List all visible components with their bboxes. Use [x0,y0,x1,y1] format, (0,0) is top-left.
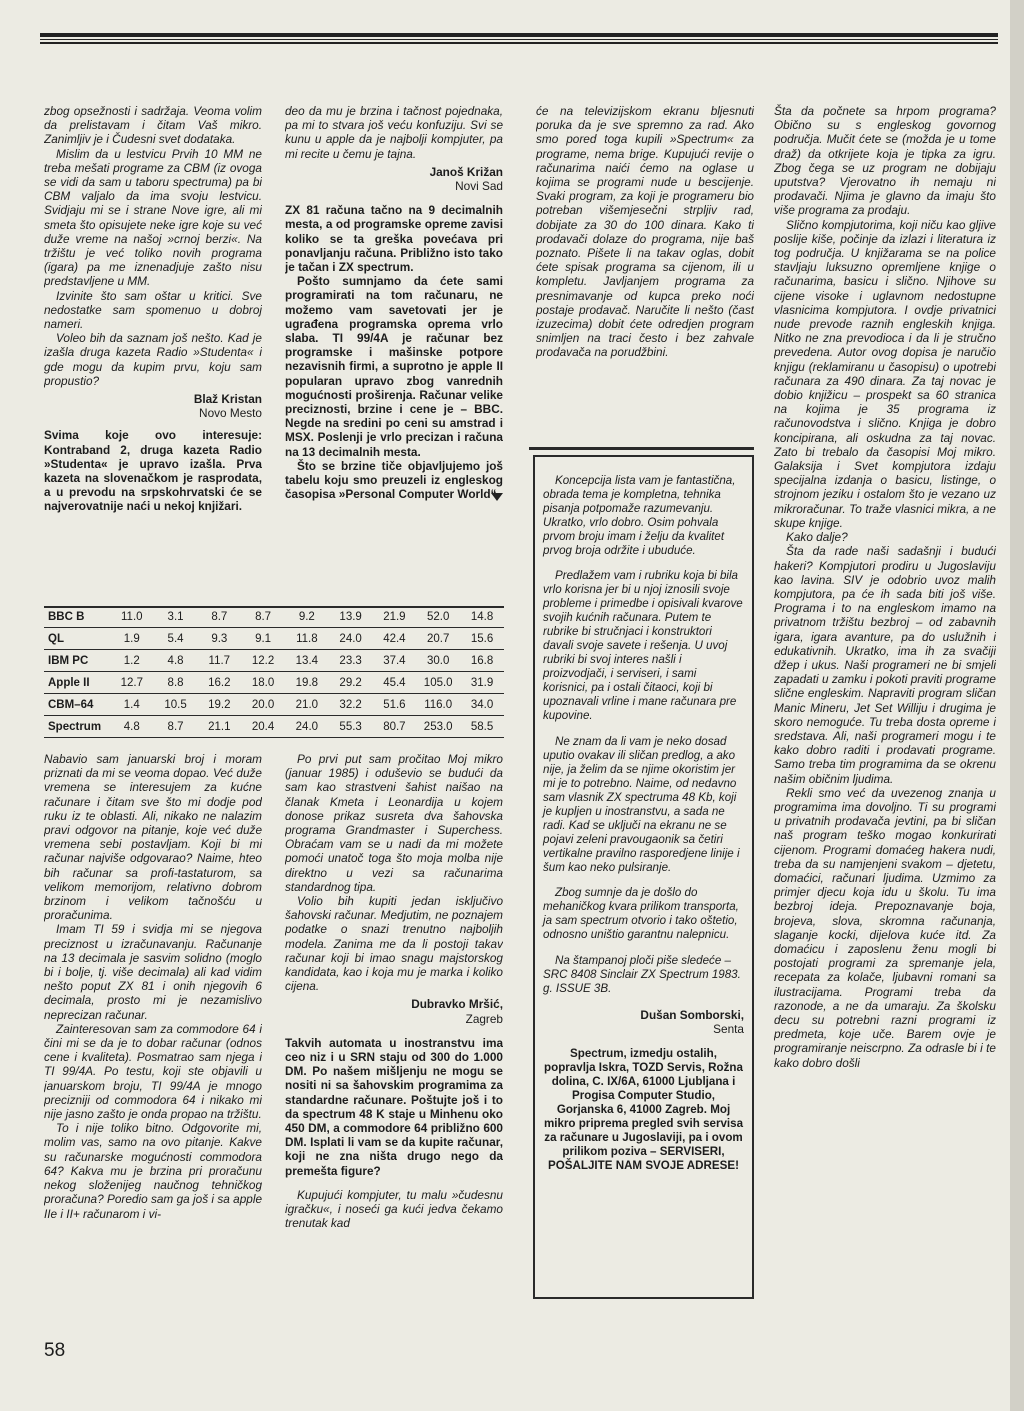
editor-answer: ZX 81 računa tačno na 9 decimalnih mesta, a od programske opreme zavisi koliko se ta greška povećava pri ponavljanju računa. Približno isto tako je tačan i ZX spectrum. [285,203,503,275]
table-cell: 8.7 [154,716,198,738]
table-cell: 23.3 [329,650,373,672]
row-label: Spectrum [44,716,110,738]
table-row [44,716,504,738]
boxed-letter [533,455,754,1299]
paragraph: To i nije toliko bitno. Odgovorite mi, molim vas, samo na ovo pitanje. Kakve su računarske mogućnosti commodora 64? Kakva mu je brzina pri proračunu nekog složenijeg naučnog tehničkog proračuna? Poredio sam ga još i sa apple IIe i II+ računarom i vi- [44,1121,262,1221]
paragraph: Šta da rade naši sadašnji i budući hakeri? Kompjutori prodiru u Jugoslaviju kao lavina. SIV je odobrio uvoz malih kompjutora, pa će ih sada biti još više. Programa i to na engleskom imamo na privatnom tržištu bezbroj – od zabavnih igara, igara avanture, pa do uslužnih i edukativnih. Ukratko, ima ih za svačiji džep i ukus. Naši programeri ne bi smjeli zapadati u zamku i pokoti praviti programe slične engleskim. Napraviti program sličan Manic Mineru, Jet Set Williju i drugima je skoro nemoguće. Tu treba dosta opreme i sredstava. Ali, naši programeri mogu i te kako dobro raditi i prodavati programe. Samo treba tim programima da se okrenu našim običnim ljudima. [774,544,996,786]
paragraph: Zainteresovan sam za commodore 64 i čini mi se da je to dobar računar (odnos cene i kvaliteta). Posmatrao sam njega i TI 99/4A. Po testu, koji ste objavili u januarskom broju, TI 99/4A je mnogo precizniji od commodora 64 i nikako mi nije jasno zašto je onda propao na tržištu. [44,1021,262,1122]
paragraph: Na štampanoj ploči piše sledeće – SRC 8408 Sinclair ZX Spectrum 1983. g. ISSUE 3B. [543,953,741,995]
table-cell: 8.7 [241,606,285,628]
table-row [44,606,504,628]
table-cell: 8.7 [197,606,241,628]
table-cell: 3.1 [154,606,198,628]
signature-city: Zagreb [465,1011,503,1026]
table-cell: 1.9 [110,628,154,650]
column-2-top [285,104,503,594]
box-top-rule [529,447,754,450]
table-cell: 58.5 [460,716,504,738]
table-cell: 12.2 [241,650,285,672]
table-row [44,672,504,694]
column-2-bottom [285,752,503,1327]
table-cell: 21.0 [285,694,329,716]
table-cell: 1.4 [110,694,154,716]
signature-city: Novi Sad [455,179,503,194]
paragraph: deo da mu je brzina i tačnost pojednaka, pa mi to stvara još veću konfuziju. Svi se kunu u apple da je najbolji kompjuter, pa mi recite u čemu je tajna. [285,104,503,161]
paragraph: Predlažem vam i rubriku koja bi bila vrlo korisna jer bi u njoj iznosili svoje probleme i primedbe i opisivali kvarove svojih kućnih računara. Putem te rubrike bi stručnjaci i konstruktori davali svoje savete i rešenja. U uvoj rubriki bi svoj interes našli i proizvodjači, i serviseri, i sami korisnici, pa i ostali čitaoci, koji bi upoznavali vrline i mane računara pre kupovine. [543,569,743,723]
table-cell: 11.0 [110,606,154,628]
signature-name: Blaž Kristan [193,392,262,407]
table-cell: 253.0 [416,716,460,738]
table-cell: 45.4 [373,672,417,694]
paragraph: Nabavio sam januarski broj i moram priznati da mi se veoma dopao. Već duže vremena se interesujem za kućne računare i čitam sve što mi dodje pod ruku iz te oblasti. Ali, nikako ne nalazim pravi odgovor na pitanje, koje već duže vremena sebi postavljam. Koji bi mi računar najviše odgovarao? Naime, hteo bih računar sa profi-tastaturom, sa velikom memorijom, relativno dobrom brzinom i velikom tačnošću u proračunima. [44,752,262,923]
editor-answer: Svima koje ovo interesuje: Kontraband 2, druga kazeta Radio »Studenta« je upravo izašla. Prva kazeta na slovenačkom je rasprodata, a u prevodu na srpskohrvatski će se najverovatnije naći u nekoj knjižari. [44,428,262,514]
table-cell: 14.8 [460,606,504,628]
table-cell: 4.8 [110,716,154,738]
table-cell: 24.0 [329,628,373,650]
table-cell: 12.7 [110,672,154,694]
table-cell: 32.2 [329,694,373,716]
table-cell: 80.7 [373,716,417,738]
table-cell: 9.2 [285,606,329,628]
signature-name: Dušan Somborski, [640,1007,744,1022]
table-cell: 20.0 [241,694,285,716]
table-cell: 19.2 [197,694,241,716]
paragraph: Koncepcija lista vam je fantastična, obrada tema je kompletna, tehnika pisanja potpomaže razumevanju. Ukratko, vrlo dobro. Osim pohvala prvom broju imam i želju da kvalitet prvog broja održite i ubuduće. [543,473,736,557]
table-row [44,694,504,716]
column-1-bottom [44,752,262,1327]
table-cell: 11.7 [197,650,241,672]
table-cell: 9.3 [197,628,241,650]
paragraph: će na televizijskom ekranu bljesnuti poruka da je sve spremno za rad. Ako smo pored toga kupili »Spectrum« za programe, nema brige. Kupujući revije o računarima naići ćemo na oglase u kojima se programi nude u bescijenje. Svaki program, za koji je programeru bio potreban višemjesečni strpljiv rad, dobijate za 30 do 100 dinara. Kako ti prodavači dolaze do programa, nije baš poznato. Pišete li na takav oglas, dobit ćete spisak programa sa cijenom, ili u kompletu. Javljanjem programa za presnimavanje od kupca preko noći postaje prodavač. Naručite li nešto (čast izuzecima) dobit ćete odredjen program snimljen na traci često i bez zahvale prodavača na porudžbini. [536,104,754,360]
table-cell: 16.2 [197,672,241,694]
column-1-top [44,104,262,594]
editor-answer: Takvih automata u inostranstvu ima ceo niz i u SRN staju od 300 do 1.000 DM. Po našem mišljenju ne mogu se nositi ni sa šahovskim programima za standardne računare. Poštujte još i to da spectrum 48 K staje u Minhenu oko 450 DM, a commodore 64 približno 600 DM. Isplati li vam se da kupite računar, koji ne zna ništa drugo nego da premešta figure? [285,1035,503,1178]
table-cell: 19.8 [285,672,329,694]
signature-name: Janoš Križan [429,164,503,179]
paragraph: Izvinite što sam oštar u kritici. Sve nedostatke sam spomenuo u dobroj nameri. [44,288,262,332]
paragraph: Mislim da u lestvicu Prvih 10 MM ne treba mešati programe za CBM (iz ovoga se vidi da sam u taboru spectruma) pa bi CBM valjalo da ima svoju lestvicu. Svidjaju mi se i strane Nove igre, ali mi smeta što opisujete neke igre koje su već duže vreme na našoj »crnoj berzi«. Na tržištu je već toliko novih programa (igara) pa me iznenadjuje zašto nisu predstavljene u MM. [44,146,262,289]
editor-answer: Što se brzine tiče objavljujemo još tabelu koju smo preuzeli iz engleskog časopisa »Personal Computer World“. [285,458,503,502]
paragraph: Volio bih kupiti jedan isključivo šahovski računar. Medjutim, ne poznajem podatke o snazi trenutno najboljih modela. Zanima me da li postoji takav računar koji bi imao snagu majstorskog kandidata, kao i koja mu je marka i koliko cijena. [285,894,503,994]
table-cell: 34.0 [460,694,504,716]
table-cell: 10.5 [154,694,198,716]
paragraph: Imam TI 59 i svidja mi se njegova preciznost u izračunavanju. Računanje na 13 decimala je sasvim solidno (moglo bi i bolje, tj. više decimala) ali kad vidim nešto poput ZX 81 i onih njegovih 6 decimala, prosto mi je nezamislivo neprecizan računar. [44,922,262,1022]
paragraph: Ne znam da li vam je neko dosad uputio ovakav ili sličan predlog, a ako nije, ja želim da se njime okoristim jer mi je to potrebno. Naime, od nedavno sam vlasnik ZX spectruma 48 Kb, koji je kupljen u inostranstvu, a sada ne radi. Kad se uključi na ekranu ne se pojavi zeleni pravougaonik sa četiri vertikalne pravilno rasporedjene linije i šum kao neko pulsiranje. [543,734,740,874]
table-cell: 105.0 [416,672,460,694]
table-cell: 4.8 [154,650,198,672]
page-edge [1010,0,1024,1411]
table-cell: 5.4 [154,628,198,650]
table-cell: 16.8 [460,650,504,672]
column-3-top [536,104,754,434]
table-row [44,650,504,672]
row-label: Apple II [44,672,110,694]
signature-name: Dubravko Mršić, [411,997,503,1012]
editor-answer: Spectrum, izmedju ostalih, popravlja Iskra, TOZD Servis, Rožna dolina, C. IX/6A, 61000 Ljubljana i Progisa Computer Studio, Gorjanska 6, 41000 Zagreb. Moj mikro pripremа pregled svih servisa za računare u Jugoslaviji, pa i ovom prilikom poziva – SERVISERI, POŠALJITE NAM SVOJE ADRESE! [543,1047,744,1173]
paragraph: Po prvi put sam pročitao Moj mikro (januar 1985) i oduševio se budući da sam kao strastveni šahist naišao na članak Kmeta i Leonardija u kojem donose prikaz susreta dva šahovska programa Grandmaster i Superchess. Obraćam vam se u nadi da mi možete pomoći unatoč toga što moja molba nije direktno u vezi sa računarima standardnog tipa. [285,752,503,894]
table-cell: 21.9 [373,606,417,628]
continue-triangle-icon [491,493,503,501]
table-cell: 9.1 [241,628,285,650]
table-cell: 31.9 [460,672,504,694]
subheading: Kako dalje? [786,530,848,545]
row-label: IBM PC [44,650,110,672]
table-cell: 52.0 [416,606,460,628]
table-cell: 11.8 [285,628,329,650]
row-label: QL [44,628,110,650]
paragraph: Šta da počnete sa hrpom programa? Obično su s engleskog govornog područja. Mučit ćete se (možda je u tome draž) da otkrijete koja je tipka za igru. Zbog čega se uz program ne dobijaju uputstva? Vjerovatno ih nemaju ni prodavači. Njima je glavno da imaju što više programa za prodaju. [774,104,996,218]
table-row [44,628,504,650]
table-cell: 15.6 [460,628,504,650]
table-cell: 18.0 [241,672,285,694]
table-cell: 20.4 [241,716,285,738]
signature-city: Senta [713,1021,744,1036]
table-cell: 8.8 [154,672,198,694]
column-4 [774,104,996,1334]
table-cell: 20.7 [416,628,460,650]
signature [285,165,503,193]
paragraph: Zbog sumnje da je došlo do mehaničkog kvara prilikom transporta, ja sam spectrum otvorio i tako oštetio, odnosno uništio garantnu nalepnicu. [543,886,739,942]
signature [543,1008,744,1036]
table-cell: 116.0 [416,694,460,716]
paragraph: zbog opsežnosti i sadržaja. Veoma volim da prelistavam i čitam Vaš mikro. Zanimljiv je i Čudesni svet dodataka. [44,104,262,147]
table-cell: 21.1 [197,716,241,738]
table-cell: 24.0 [285,716,329,738]
signature [44,392,262,420]
paragraph: Kupujući kompjuter, tu malu »čudesnu igračku«, i noseći ga kući jedva čekamo trenutak kad [285,1187,503,1231]
table-cell: 37.4 [373,650,417,672]
table-cell: 13.9 [329,606,373,628]
row-label: CBM–64 [44,694,110,716]
top-rule-thin [40,39,998,40]
signature-city: Novo Mesto [199,406,262,421]
top-rule-lower [40,42,998,44]
table-cell: 42.4 [373,628,417,650]
table-cell: 30.0 [416,650,460,672]
benchmark-table [44,606,504,738]
table-cell: 55.3 [329,716,373,738]
row-label: BBC B [44,606,110,628]
top-rule [40,33,998,37]
table-cell: 51.6 [373,694,417,716]
paragraph: Voleo bih da saznam još nešto. Kad je izašla druga kazeta Radio »Studenta« i gde mogu da kupim prvu, koju sam propustio? [44,331,262,388]
paragraph: Slično kompjutorima, koji niču kao gljive poslije kiše, počinje da izlazi i literatura iz tog područja. U knjižarama se na police stavljaju luksuzno opremljene knjige o računarima, basicu i slično. Njihove su cijene visoke i uglavnom nedostupne vlasnicima kompjutora. I ovdje privatnici nude prevode raznih engleskih knjiga. Nitko ne zna prevodioca i da li je stručno prevedena. Autor ovog dopisa je naručio knjigu (reklamiranu u časopisu) o upotrebi računara za 490 dinara. Za taj novac je dobio knjižicu – prospekt sa 60 stranica na kojima je 35 programa iz računovodstva i slično. Knjiga je dobro koncipirana, ali oskudna za taj novac. Zato bi trebalo da časopisi Moj mikro. Galaksija i Svet kompjutora izdaju specijalna izdanja o basicu, listinge, o strojnom jeziku i ostalom što je vezano uz mikroračunar. To traže vlasnici mikra, a ne skupe knjige. [774,217,996,530]
table-cell: 29.2 [329,672,373,694]
signature [285,997,503,1025]
paragraph: Rekli smo već da uvezenog znanja u programima ima dovoljno. Ti su programi u privatnih prodavača jevtini, pa bi sličan naš program teško mogao konkurirati cijenom. Programi domaćeg hakera nudi, treba da su namjenjeni svakom – djetetu, domaćici, računari ljudima. Uzmimo za primjer djecu koja idu u školu. Tu ima bezbroj ideja. Prepoznavanje boja, brojeva, slova, skromna računanja, slaganje kocki, dijelova kuće itd. Za domaćicu i zaposlenu ženu mogli bi postojati programi za spremanje jela, recepata za kolače, ljubavni romani sa ilustracijama. Programi treba da razonode, a ne da umaraju. Za školsku decu su potrebni razni programi iz predmeta, koje uče. Barem ovje je programiranje neiscrpno. Za odrasle bi i te kako dobro došli [774,785,996,1070]
page-number: 58 [44,1340,66,1361]
editor-answer: Pošto sumnjamo da ćete sami programirati na tom računaru, ne možemo vam savetovati jer je ugrađena programska oprema vrlo slaba. TI 99/4A je računar bez programske i mašinske potpore nezavisnih firmi, a suprotno je apple II popularan upravo zbog vanrednih mogućnosti proširenja. Računar velike preciznosti, brzine i cene je – BBC. Negde na sredini po ceni su amstrad i MSX. Poslenji je vrlo precizan i računa na 13 decimalnih mesta. [285,274,503,459]
table-cell: 13.4 [285,650,329,672]
table-cell: 1.2 [110,650,154,672]
